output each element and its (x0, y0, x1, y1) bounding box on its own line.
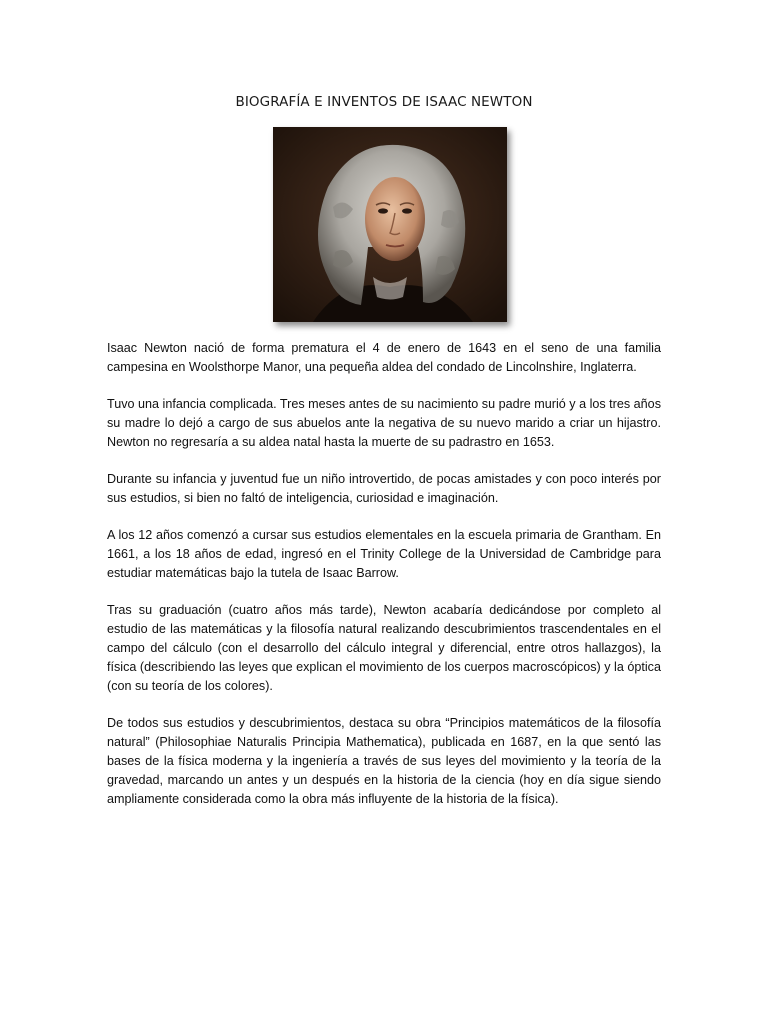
paragraph-youth: Durante su infancia y juventud fue un niño introvertido, de pocas amistades y con poco interés por sus estudios, si bien no faltó de inteligencia, curiosidad e imaginación. (107, 472, 661, 505)
newton-portrait-illustration (273, 127, 507, 322)
paragraph-principia: De todos sus estudios y descubrimientos, destaca su obra “Principios matemáticos de la filosofía natural” (Philosophiae Naturalis Principia Mathematica), publicada en 1687, en la que sentó las bases de la física moderna y la ingeniería a través de sus leyes del movimiento y la teoría de la gravedad, marcando un antes y un después en la historia de la ciencia (hoy en día sigue siendo ampliamente considerada como la obra más influyente de la historia de la física). (107, 716, 661, 806)
paragraph-education: A los 12 años comenzó a cursar sus estudios elementales en la escuela primaria de Grantham. En 1661, a los 18 años de edad, ingresó en el Trinity College de la Universidad de Cambridge para estudiar matemáticas bajo la tutela de Isaac Barrow. (107, 528, 661, 580)
newton-portrait-image (273, 127, 507, 322)
paragraph-childhood: Tuvo una infancia complicada. Tres meses antes de su nacimiento su padre murió y a los tres años su madre lo dejó a cargo de sus abuelos ante la negativa de su nuevo marido a criar un hijastro. Newton no regresaría a su aldea natal hasta la muerte de su padrastro en 1653. (107, 397, 661, 449)
document-body (107, 339, 661, 827)
paragraph-birth: Isaac Newton nació de forma prematura el 4 de enero de 1643 en el seno de una familia campesina en Woolsthorpe Manor, una pequeña aldea del condado de Lincolnshire, Inglaterra. (107, 341, 661, 374)
document-title: BIOGRAFÍA E INVENTOS DE ISAAC NEWTON (235, 94, 533, 110)
paragraph-career: Tras su graduación (cuatro años más tarde), Newton acabaría dedicándose por completo al estudio de las matemáticas y la filosofía natural realizando descubrimientos trascendentales en el campo del cálculo (con el desarrollo del cálculo integral y diferencial, entre otros hallazgos), la física (describiendo las leyes que explican el movimiento de los cuerpos macroscópicos) y la óptica (con su teoría de los colores). (107, 603, 661, 693)
